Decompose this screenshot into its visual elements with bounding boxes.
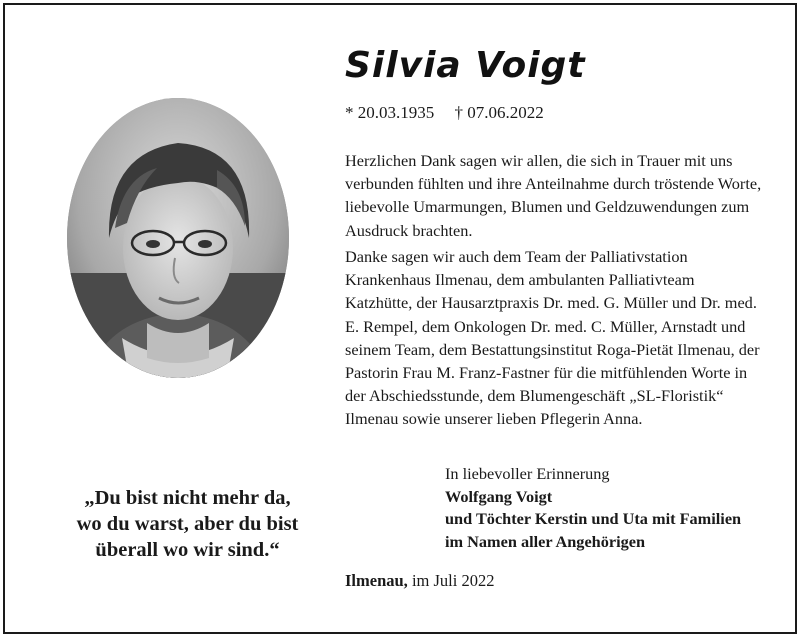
portrait-photo	[67, 98, 289, 378]
death-date: † 07.06.2022	[454, 103, 544, 122]
obituary-frame	[3, 3, 797, 634]
quote-line-1: „Du bist nicht mehr da,	[84, 487, 291, 509]
memorial-quote	[45, 485, 330, 563]
birth-date: * 20.03.1935	[345, 103, 435, 122]
quote-line-3: überall wo wir sind.“	[95, 539, 280, 561]
signature-line-1: Wolfgang Voigt	[445, 486, 553, 506]
life-dates	[345, 103, 560, 123]
deceased-name: Silvia Voigt	[345, 45, 586, 86]
place-date	[345, 571, 494, 591]
signature-line-2: und Töchter Kerstin und Uta mit Familien	[445, 509, 742, 528]
signature-line-3: im Namen aller Angehörigen	[445, 531, 646, 551]
thanks-paragraph-1: Herzlichen Dank sagen wir allen, die sich in Trauer mit uns verbunden fühlten und ihre Anteilnahme durch tröstende Worte, liebevolle Umarmungen, Blumen und Geldzuwendungen zum Ausdruck brachten.	[345, 151, 762, 240]
quote-line-2: wo du warst, aber du bist	[76, 513, 299, 535]
signature-block	[445, 463, 785, 553]
place-date-text: im Juli 2022	[411, 571, 495, 590]
place-city: Ilmenau,	[345, 571, 408, 590]
thanks-paragraph-2: Danke sagen wir auch dem Team der Palliativstation Krankenhaus Ilmenau, dem ambulanten Palliativteam Katzhütte, der Hausarztpraxis Dr. med. G. Müller und Dr. med. E. Rempel, dem Onkologen Dr. med. C. Müller, Arnstadt und seinem Team, dem Bestattungsinstitut Roga-Pietät Ilmenau, der Pastorin Frau M. Franz-Fastner für die mitfühlenden Worte in der Abschiedsstunde, dem Blumengeschäft „SL-Floristik“ Ilmenau sowie unserer lieben Pflegerin Anna.	[345, 247, 760, 429]
portrait-image	[67, 98, 289, 378]
signature-intro: In liebevoller Erinnerung	[445, 464, 610, 483]
